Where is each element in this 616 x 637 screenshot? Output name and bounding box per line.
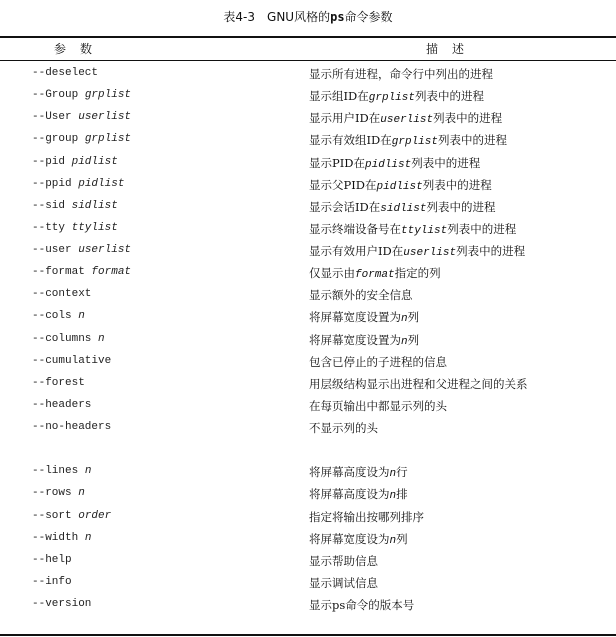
param-segment: format	[91, 266, 132, 279]
table-row	[0, 484, 616, 506]
param-segment: --lines	[32, 465, 85, 478]
desc-cell	[309, 88, 484, 104]
desc-segment: 不显示列的头	[309, 421, 378, 435]
param-segment: --tty	[32, 221, 72, 234]
desc-segment: 列表中的进程	[456, 244, 526, 258]
param-segment: n	[84, 465, 92, 478]
desc-segment: 显示父PID在	[309, 177, 377, 192]
param-cell	[32, 554, 72, 566]
param-segment: --user	[32, 244, 79, 256]
desc-segment: 列表中的进程	[426, 199, 496, 214]
table-row	[0, 352, 616, 374]
param-segment: --version	[32, 598, 92, 610]
param-segment: --cols	[32, 310, 79, 323]
desc-cell	[309, 287, 413, 303]
desc-cell	[309, 243, 525, 259]
param-cell	[32, 288, 91, 300]
desc-segment: 列	[396, 531, 408, 546]
param-segment: n	[78, 487, 85, 500]
param-segment: sidlist	[71, 199, 118, 212]
desc-segment: grplist	[368, 92, 415, 105]
param-segment: pidlist	[71, 155, 118, 168]
header-desc: 描述	[426, 42, 479, 56]
param-cell	[32, 200, 118, 212]
param-cell	[32, 399, 91, 411]
param-cell	[32, 355, 111, 367]
desc-segment: 显示调试信息	[309, 575, 378, 590]
param-cell	[32, 111, 131, 123]
param-segment: --forest	[32, 376, 85, 389]
desc-segment: 列	[407, 310, 420, 325]
desc-segment: 将屏幕高度设为	[309, 487, 390, 502]
table-row	[0, 263, 616, 285]
desc-segment: 将屏幕宽度设置为	[309, 332, 401, 347]
desc-cell	[309, 398, 447, 414]
param-segment: --ppid	[32, 177, 79, 190]
desc-segment: 指定将输出按哪列排序	[309, 509, 424, 524]
desc-segment: 用层级结构显示出进程和父进程之间的关系	[309, 376, 528, 391]
param-cell	[32, 133, 131, 145]
desc-segment: 将屏幕宽度设为	[309, 531, 390, 546]
desc-segment: 列表中的进程	[437, 133, 507, 148]
table-row	[0, 219, 616, 241]
desc-cell	[309, 132, 507, 148]
desc-cell	[309, 575, 378, 591]
desc-cell	[309, 332, 419, 348]
param-segment: --no-headers	[32, 421, 112, 433]
desc-segment: ttylist	[401, 224, 448, 237]
desc-segment: 在每页输出中都显示列的头	[309, 398, 447, 413]
param-cell	[32, 377, 85, 389]
param-cell	[32, 510, 111, 522]
param-segment: grplist	[84, 89, 132, 102]
desc-cell	[309, 155, 480, 171]
table-row	[0, 418, 616, 462]
param-cell	[32, 333, 105, 345]
table-row	[0, 330, 616, 352]
desc-cell	[309, 66, 493, 82]
desc-segment: n	[389, 490, 397, 503]
param-segment: --info	[32, 575, 72, 588]
desc-segment: sidlist	[380, 202, 427, 215]
desc-cell	[309, 486, 408, 502]
table-row	[0, 241, 616, 263]
param-cell	[32, 465, 91, 477]
desc-cell	[309, 376, 528, 392]
param-cell	[32, 89, 131, 101]
table-row	[0, 175, 616, 197]
desc-segment: n	[401, 313, 408, 326]
table-row	[0, 551, 616, 573]
table-row	[0, 197, 616, 219]
desc-segment: 列表中的进程	[447, 221, 517, 236]
param-segment: --cumulative	[32, 354, 112, 367]
desc-segment: 显示额外的安全信息	[309, 288, 413, 303]
table-row	[0, 285, 616, 307]
caption-prefix: 表4-3 GNU风格的	[223, 10, 331, 24]
desc-segment: grplist	[391, 136, 438, 149]
desc-segment: 将屏幕宽度设置为	[309, 310, 401, 325]
desc-segment: userlist	[380, 114, 434, 127]
desc-segment: 显示PID在	[309, 155, 366, 170]
desc-segment: 列表中的进程	[414, 89, 484, 104]
param-segment: n	[84, 531, 92, 544]
param-segment: --group	[32, 133, 85, 146]
param-segment: --headers	[32, 398, 92, 411]
desc-segment: 包含已停止的子进程的信息	[309, 354, 447, 369]
param-cell	[32, 266, 131, 278]
param-segment: --format	[32, 266, 92, 279]
param-segment: n	[98, 332, 105, 345]
desc-cell	[309, 464, 408, 480]
table-row	[0, 573, 616, 595]
desc-segment: n	[389, 534, 397, 547]
param-segment: --sort	[32, 509, 79, 522]
desc-cell	[309, 354, 447, 370]
table-caption	[0, 8, 616, 25]
desc-cell	[309, 553, 378, 569]
desc-segment: 显示会话ID在	[309, 199, 381, 214]
param-cell	[32, 576, 72, 588]
table-row	[0, 374, 616, 396]
header-rule	[0, 60, 616, 61]
param-segment: n	[78, 310, 85, 323]
desc-segment: 指定的列	[394, 266, 441, 281]
desc-segment: 将屏幕高度设为	[309, 465, 390, 480]
table-row	[0, 396, 616, 418]
desc-cell	[309, 509, 424, 525]
param-segment: --width	[32, 531, 85, 544]
desc-segment: 列表中的进程	[433, 111, 503, 126]
table-row	[0, 64, 616, 86]
param-segment: --deselect	[32, 67, 99, 79]
table-row	[0, 462, 616, 484]
param-segment: --Group	[32, 89, 85, 102]
param-cell	[32, 222, 118, 234]
desc-cell	[309, 420, 378, 436]
param-segment: userlist	[78, 244, 132, 256]
desc-cell	[309, 597, 414, 613]
desc-segment: n	[389, 468, 397, 481]
param-cell	[32, 310, 85, 322]
param-segment: ttylist	[71, 221, 118, 234]
param-segment: --columns	[32, 332, 99, 345]
desc-segment: 显示所有进程，命令行中列出的进程	[309, 67, 493, 81]
table-row	[0, 108, 616, 130]
desc-segment: format	[355, 269, 395, 282]
desc-cell	[309, 265, 441, 281]
desc-cell	[309, 199, 495, 215]
param-segment: pidlist	[78, 177, 125, 190]
param-segment: grplist	[84, 133, 132, 146]
param-segment: --pid	[32, 155, 72, 168]
desc-segment: 显示终端设备号在	[309, 221, 401, 236]
caption-suffix: 命令参数	[344, 10, 393, 24]
param-segment: --context	[32, 288, 92, 301]
desc-segment: userlist	[403, 247, 457, 259]
param-segment: --User	[32, 111, 79, 124]
table-bottom-rule	[0, 634, 616, 636]
param-cell	[32, 244, 131, 256]
desc-segment: 显示组ID在	[309, 89, 369, 104]
param-cell	[32, 156, 118, 168]
desc-cell	[309, 531, 408, 547]
desc-segment: 列表中的进程	[422, 177, 492, 192]
desc-segment: 仅显示由	[309, 266, 355, 281]
desc-cell	[309, 110, 502, 126]
param-cell	[32, 487, 85, 499]
desc-cell	[309, 221, 516, 237]
desc-segment: 显示用户ID在	[309, 111, 381, 126]
table-row	[0, 130, 616, 152]
desc-segment: 列	[407, 332, 420, 347]
param-cell	[32, 421, 111, 433]
desc-segment: 显示ps命令的版本号	[309, 598, 415, 612]
desc-segment: 显示有效用户ID在	[309, 244, 404, 258]
table-row	[0, 529, 616, 551]
table-row	[0, 307, 616, 329]
desc-segment: pidlist	[376, 180, 423, 193]
desc-segment: 行	[396, 465, 408, 480]
desc-segment: 显示有效组ID在	[309, 133, 392, 148]
table-body	[0, 64, 616, 617]
table-row	[0, 86, 616, 108]
param-cell	[32, 178, 124, 190]
desc-segment: 排	[396, 487, 408, 502]
caption-code: ps	[330, 10, 345, 24]
table-row	[0, 507, 616, 529]
table-top-rule	[0, 36, 616, 38]
param-cell	[32, 598, 91, 610]
param-cell	[32, 67, 98, 79]
desc-cell	[309, 309, 419, 325]
header-param: 参数	[54, 42, 107, 56]
table-row	[0, 595, 616, 617]
desc-segment: 显示帮助信息	[309, 553, 378, 568]
param-cell	[32, 532, 91, 544]
param-segment: --sid	[32, 199, 72, 212]
param-segment: userlist	[78, 111, 132, 124]
param-segment: --rows	[32, 487, 79, 500]
param-segment: order	[78, 509, 112, 522]
desc-cell	[309, 177, 492, 193]
desc-segment: pidlist	[365, 158, 412, 171]
param-segment: --help	[32, 553, 72, 566]
table-row	[0, 153, 616, 175]
desc-segment: 列表中的进程	[411, 155, 481, 170]
desc-segment: n	[401, 335, 408, 348]
